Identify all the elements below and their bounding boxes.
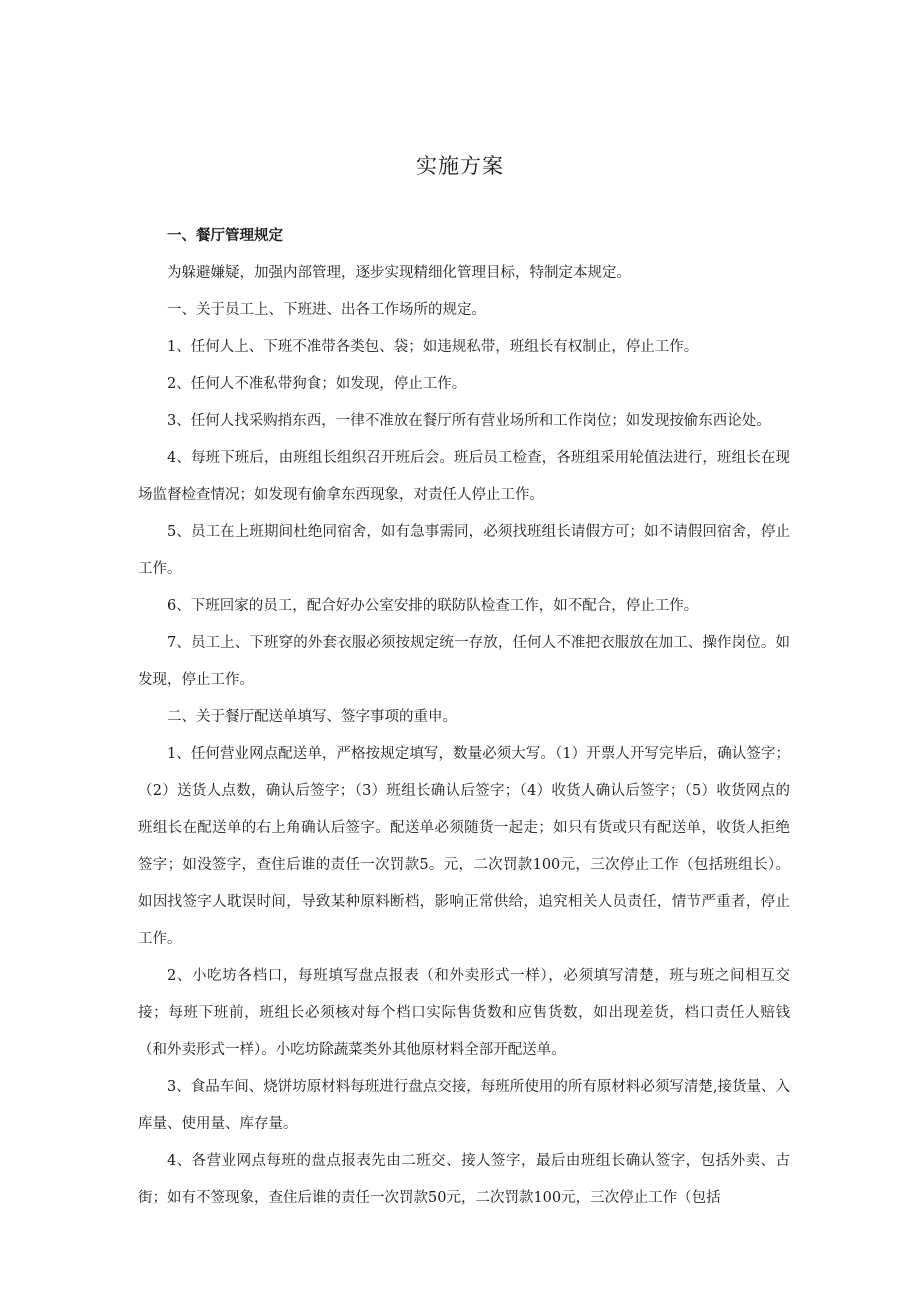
paragraph: 一、关于员工上、下班进、出各工作场所的规定。 [167,302,486,318]
paragraph: 7、员工上、下班穿的外套衣服必须按规定统一存放，任何人不准把衣服放在加工、操作岗位。如发现，停止工作。 [138,635,790,688]
document-body [138,218,790,1217]
paragraph: 二、关于餐厅配送单填写、签字事项的重申。 [167,709,457,725]
paragraph: 3、食品车间、烧饼坊原材料每班进行盘点交接，每班所使用的所有原材料必须写清楚,接货量、入库量、使用量、库存量。 [138,1079,790,1132]
paragraph: 3、任何人找采购捎东西，一律不准放在餐厅所有营业场所和工作岗位；如发现按偷东西论处。 [167,413,771,429]
page-title: 实施方案 [416,154,504,178]
paragraph: 为躲避嫌疑，加强内部管理，逐步实现精细化管理目标，特制定本规定。 [167,265,631,281]
paragraph: 4、各营业网点每班的盘点报表先由二班交、接人签字，最后由班组长确认签字，包括外卖、古街；如有不签现象，查住后谁的责任一次罚款50元，二次罚款100元，三次停止工作（包括 [138,1153,790,1206]
paragraph: 2、任何人不准私带狗食；如发现，停止工作。 [167,376,467,392]
paragraph: 6、下班回家的员工，配合好办公室安排的联防队检查工作，如不配合，停止工作。 [167,598,699,614]
paragraph: 1、任何人上、下班不准带各类包、袋；如违规私带，班组长有权制止，停止工作。 [167,339,699,355]
paragraph: 2、小吃坊各档口，每班填写盘点报表（和外卖形式一样），必须填写清楚，班与班之间相互交接；每班下班前，班组长必须核对每个档口实际售货数和应售货数，如出现差货，档口责任人赔钱（和外卖形式一样）。小吃坊除蔬菜类外其他原材料全部开配送单。 [138,968,790,1058]
section-heading: 一、餐厅管理规定 [167,228,283,244]
paragraph: 4、每班下班后，由班组长组织召开班后会。班后员工检查，各班组采用轮值法进行，班组长在现场监督检查情况；如发现有偷拿东西现象，对责任人停止工作。 [138,450,790,503]
paragraph: 1、任何营业网点配送单，严格按规定填写，数量必须大写。（1）开票人开写完毕后，确认签字；（2）送货人点数，确认后签字；（3）班组长确认后签字；（4）收货人确认后签字；（5）收货网点的班组长在配送单的右上角确认后签字。配送单必须随货一起走；如只有货或只有配送单，收货人拒绝签字；如没签字，查住后谁的责任一次罚款5。元，二次罚款100元，三次停止工作（包括班组长）。如因找签字人耽误时间，导致某种原料断档，影响正常供给，追究相关人员责任，情节严重者，停止工作。 [138,746,790,947]
paragraph: 5、员工在上班期间杜绝同宿舍，如有急事需同，必须找班组长请假方可；如不请假回宿舍，停止工作。 [138,524,790,577]
